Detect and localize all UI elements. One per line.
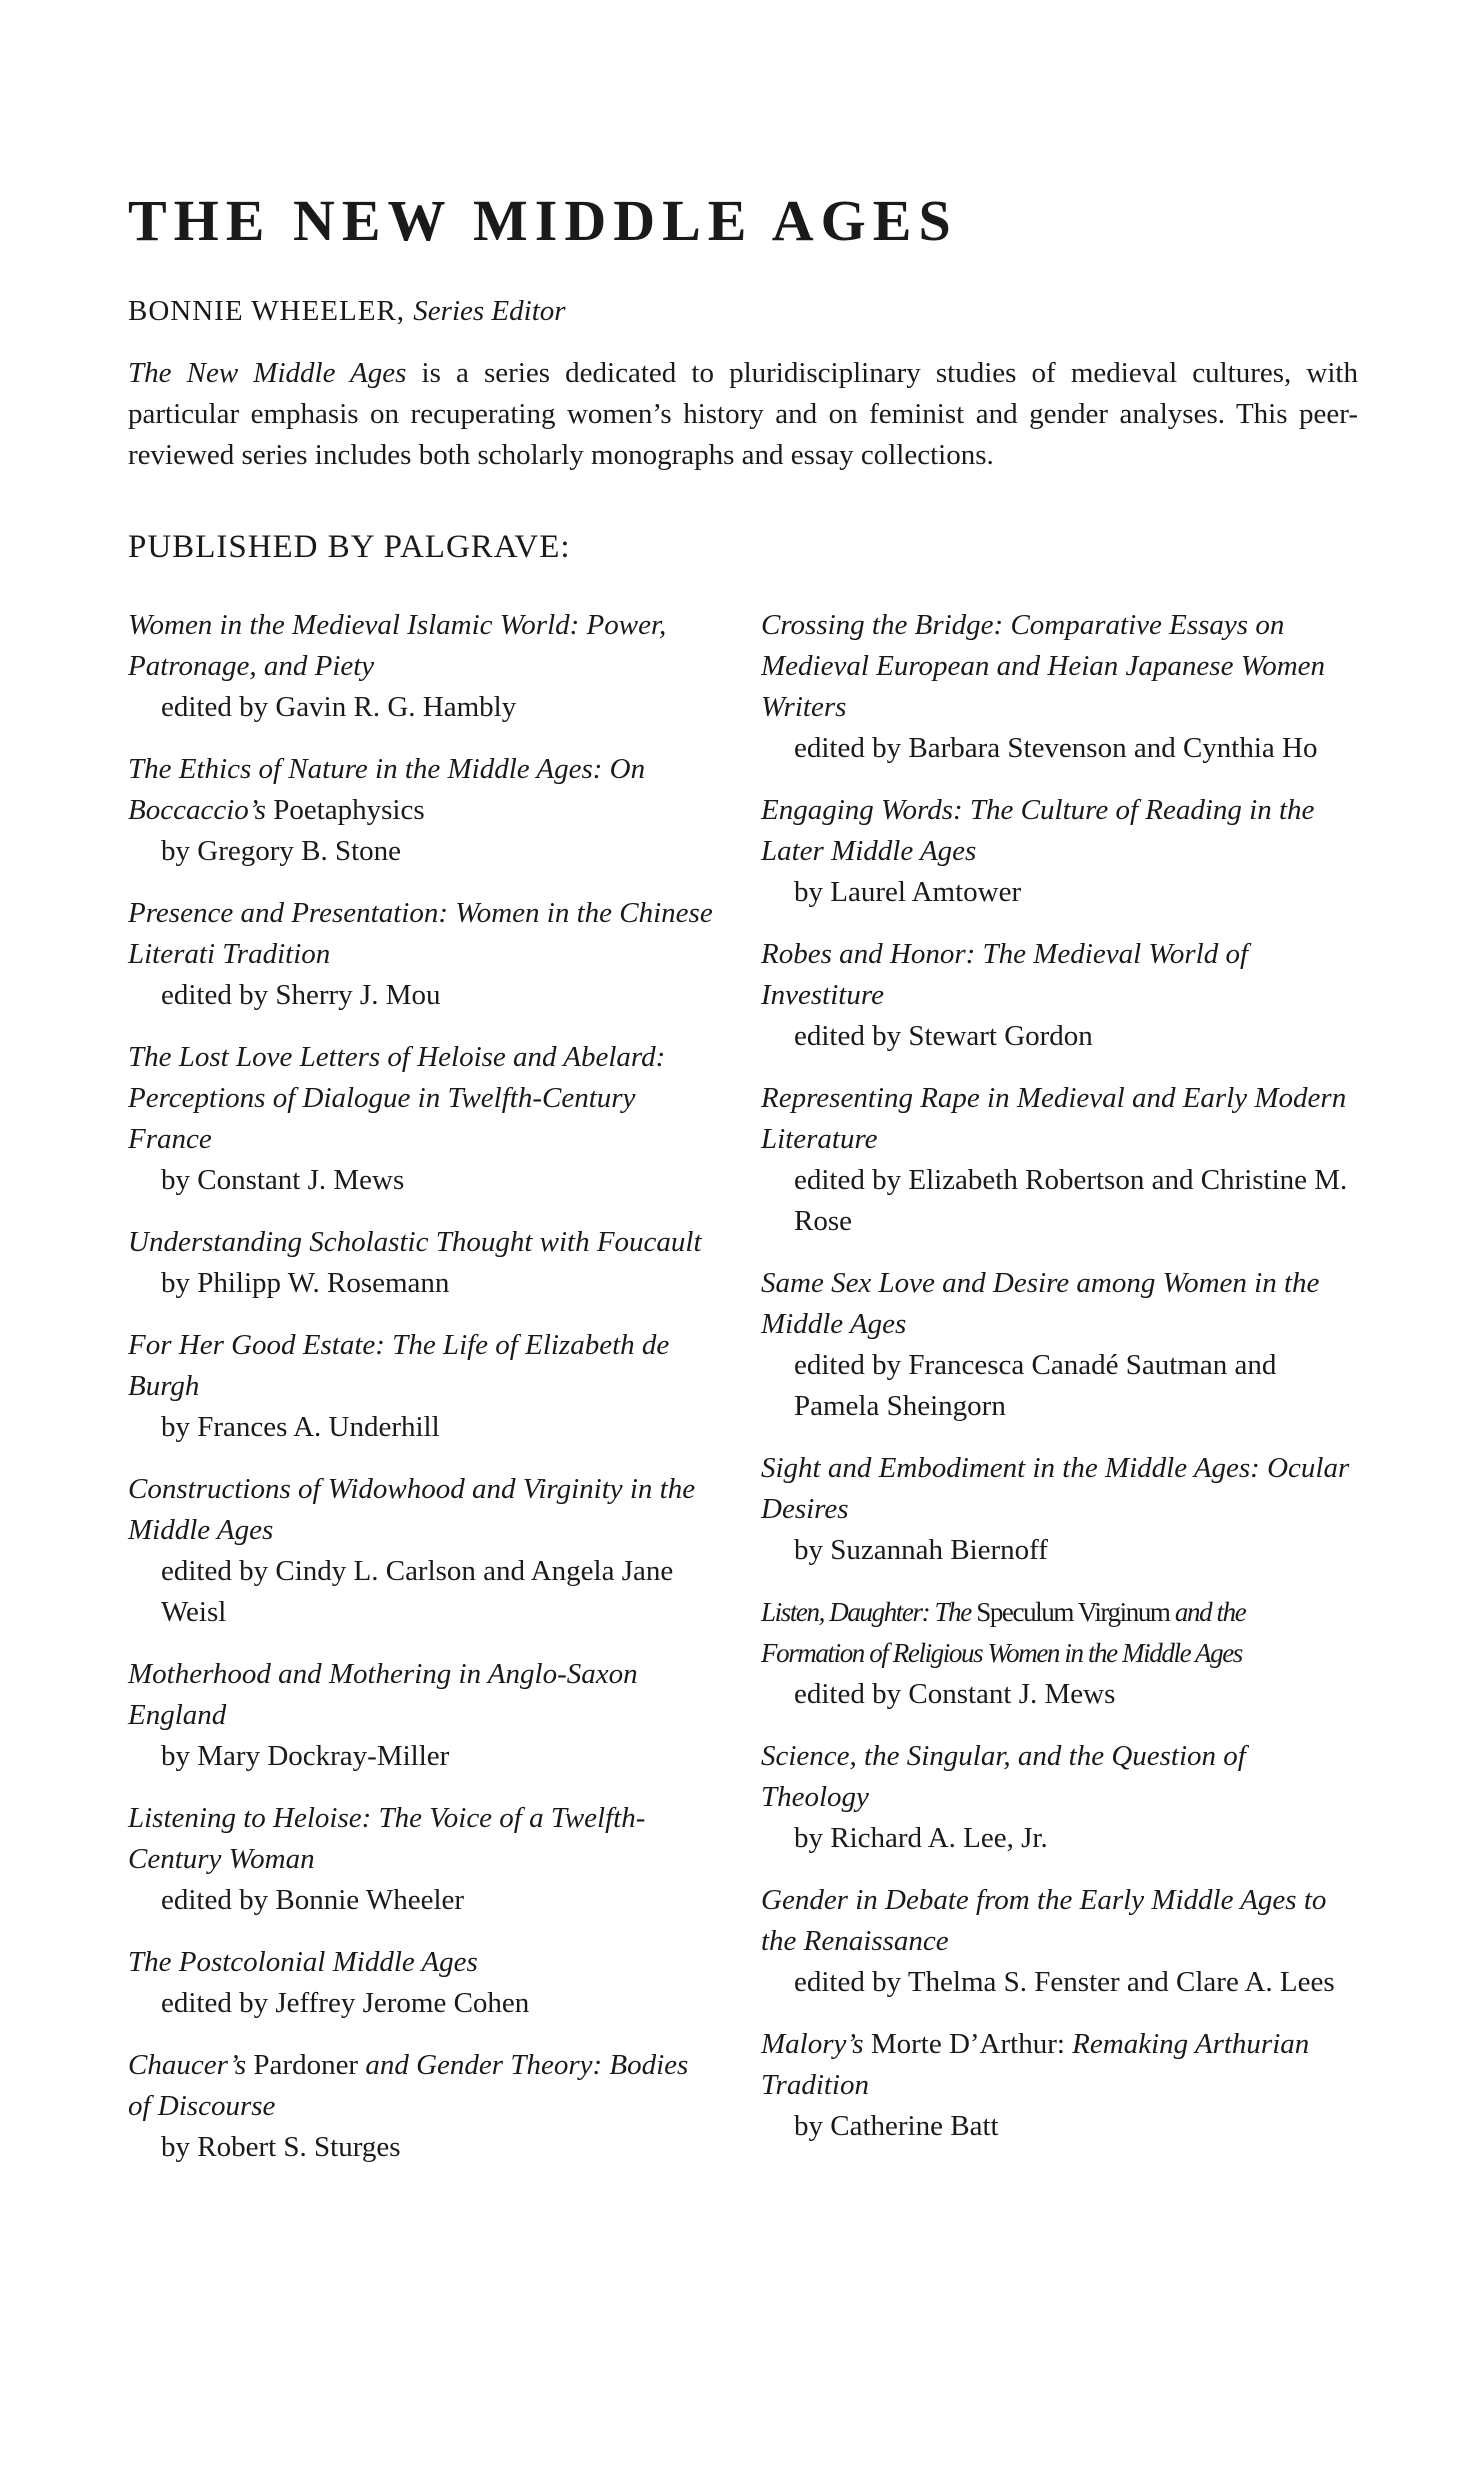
book-entry	[761, 605, 1351, 769]
book-title-segment: For Her Good Estate: The Life of Elizabeth de Burgh	[128, 1329, 670, 1402]
book-entry	[761, 1592, 1351, 1715]
book-title	[761, 934, 1351, 1016]
editor-name: BONNIE WHEELER,	[128, 295, 406, 327]
series-name: The New Middle Ages	[128, 357, 407, 389]
book-credit: edited by Stewart Gordon	[794, 1020, 1093, 1052]
book-title-segment: Listening to Heloise: The Voice of a Twelfth-Century Woman	[128, 1802, 646, 1875]
book-list-left	[128, 605, 718, 2189]
book-title	[761, 790, 1351, 872]
book-title	[761, 1880, 1351, 1962]
book-title-segment: Understanding Scholastic Thought with Foucault	[128, 1226, 702, 1258]
book-title-segment: Poetaphysics	[273, 794, 425, 826]
book-title-segment: Engaging Words: The Culture of Reading in the Later Middle Ages	[761, 794, 1315, 867]
book-entry	[128, 1222, 718, 1304]
book-title	[128, 1037, 718, 1160]
book-entry	[128, 1325, 718, 1448]
book-title-segment: Presence and Presentation: Women in the Chinese Literati Tradition	[128, 897, 713, 970]
series-title: THE NEW MIDDLE AGES	[128, 188, 958, 253]
book-list-right	[761, 605, 1351, 2168]
book-credit: by Frances A. Underhill	[161, 1411, 440, 1443]
book-title-segment: Malory’s	[761, 2028, 871, 2060]
book-title	[128, 893, 718, 975]
book-title-segment: Crossing the Bridge: Comparative Essays on Medieval European and Heian Japanese Women Writers	[761, 609, 1326, 723]
book-credit: by Catherine Batt	[794, 2110, 999, 2142]
book-credit: by Constant J. Mews	[161, 1164, 405, 1196]
book-credit: by Suzannah Biernoff	[794, 1534, 1048, 1566]
book-title	[128, 1942, 718, 1983]
book-title	[761, 1736, 1351, 1818]
book-title	[761, 605, 1351, 728]
book-title-segment: The Postcolonial Middle Ages	[128, 1946, 478, 1978]
series-editor	[128, 295, 566, 328]
description-text: is a series dedicated to pluridisciplinary studies of medieval cultures, with particular emphasis on recuperating women’s history and on feminist and gender analyses. This peer-reviewed series includes both scholarly monographs and essay collections.	[128, 357, 1358, 471]
book-title-segment: Morte D’Arthur:	[870, 2028, 1065, 2060]
book-title	[761, 1263, 1351, 1345]
book-title-segment: Remaking Arthurian Tradition	[761, 2028, 1310, 2101]
book-entry	[128, 893, 718, 1016]
book-title-segment: Constructions of Widowhood and Virginity in the Middle Ages	[128, 1473, 696, 1546]
book-entry	[761, 1736, 1351, 1859]
published-heading: PUBLISHED BY PALGRAVE:	[128, 529, 571, 565]
book-title	[128, 1222, 718, 1263]
book-credit: by Philipp W. Rosemann	[161, 1267, 450, 1299]
book-title-segment: Robes and Honor: The Medieval World of Investiture	[761, 938, 1249, 1011]
book-entry	[761, 1448, 1351, 1571]
book-entry	[761, 1078, 1351, 1242]
book-title-segment: and the Formation of Religious Women in the Middle Ages	[761, 1597, 1246, 1668]
book-title	[128, 1654, 718, 1736]
book-title-segment: Chaucer’s	[128, 2049, 254, 2081]
book-entry	[761, 934, 1351, 1057]
book-title-segment: Listen, Daughter: The	[761, 1597, 977, 1627]
book-credit: edited by Barbara Stevenson and Cynthia Ho	[794, 732, 1318, 764]
book-entry	[128, 1654, 718, 1777]
book-credit: by Robert S. Sturges	[161, 2131, 401, 2163]
book-title-segment: Science, the Singular, and the Question of Theology	[761, 1740, 1246, 1813]
book-title-segment: Pardoner	[253, 2049, 359, 2081]
book-credit: edited by Cindy L. Carlson and Angela Jane Weisl	[161, 1555, 674, 1628]
book-credit: by Laurel Amtower	[794, 876, 1022, 908]
book-title-segment: Motherhood and Mothering in Anglo-Saxon England	[128, 1658, 638, 1731]
book-credit: edited by Francesca Canadé Sautman and Pamela Sheingorn	[794, 1349, 1277, 1422]
book-entry	[128, 2045, 718, 2168]
book-title-segment: Gender in Debate from the Early Middle Ages to the Renaissance	[761, 1884, 1327, 1957]
book-title-segment: Speculum Virginum	[976, 1597, 1170, 1627]
book-entry	[128, 1942, 718, 2024]
book-credit: by Mary Dockray-Miller	[161, 1740, 450, 1772]
editor-role: Series Editor	[413, 295, 566, 327]
book-title-segment: The Ethics of Nature in the Middle Ages: On Boccaccio’s	[128, 753, 646, 826]
book-title	[128, 749, 718, 831]
book-entry	[761, 1880, 1351, 2003]
book-title	[128, 605, 718, 687]
book-title	[128, 1325, 718, 1407]
book-entry	[128, 1798, 718, 1921]
book-credit: edited by Thelma S. Fenster and Clare A. Lees	[794, 1966, 1335, 1998]
book-credit: edited by Elizabeth Robertson and Christine M. Rose	[794, 1164, 1348, 1237]
book-title-segment: Sight and Embodiment in the Middle Ages: Ocular Desires	[761, 1452, 1350, 1525]
book-entry	[128, 1037, 718, 1201]
book-entry	[128, 749, 718, 872]
book-title	[128, 2045, 718, 2127]
book-credit: edited by Bonnie Wheeler	[161, 1884, 465, 1916]
book-credit: edited by Sherry J. Mou	[161, 979, 441, 1011]
book-credit: by Gregory B. Stone	[161, 835, 402, 867]
book-credit: edited by Jeffrey Jerome Cohen	[161, 1987, 530, 2019]
book-credit: by Richard A. Lee, Jr.	[794, 1822, 1048, 1854]
book-title-segment: The Lost Love Letters of Heloise and Abelard: Perceptions of Dialogue in Twelfth-Century France	[128, 1041, 666, 1155]
book-credit: edited by Gavin R. G. Hambly	[161, 691, 517, 723]
book-title	[761, 2024, 1351, 2106]
book-title-segment: Women in the Medieval Islamic World: Power, Patronage, and Piety	[128, 609, 667, 682]
book-title-segment: Representing Rape in Medieval and Early Modern Literature	[761, 1082, 1347, 1155]
book-title-segment: and Gender Theory: Bodies of Discourse	[128, 2049, 689, 2122]
book-title	[128, 1469, 718, 1551]
book-entry	[761, 1263, 1351, 1427]
series-description	[128, 353, 1358, 476]
book-title	[761, 1078, 1351, 1160]
book-entry	[761, 2024, 1351, 2147]
book-title	[128, 1798, 718, 1880]
book-entry	[128, 1469, 718, 1633]
book-title-segment: Same Sex Love and Desire among Women in the Middle Ages	[761, 1267, 1320, 1340]
book-entry	[761, 790, 1351, 913]
book-entry	[128, 605, 718, 728]
book-title	[761, 1592, 1351, 1674]
book-title	[761, 1448, 1351, 1530]
book-credit: edited by Constant J. Mews	[794, 1678, 1116, 1710]
